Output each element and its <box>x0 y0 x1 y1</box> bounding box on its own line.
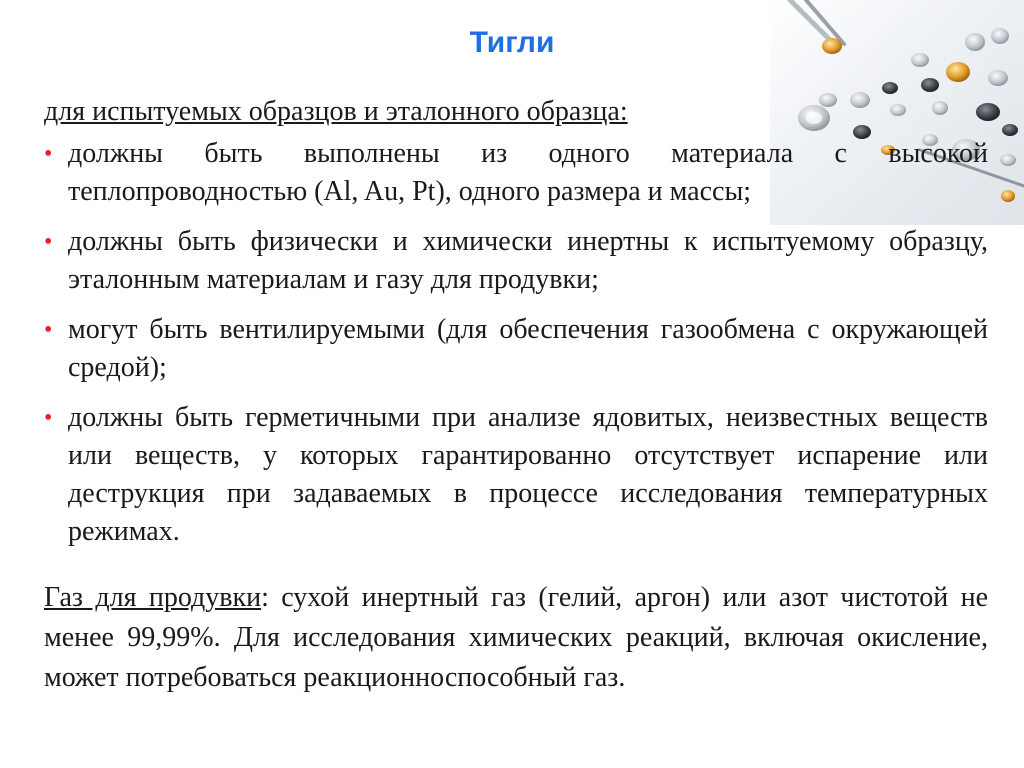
intro-subtitle: для испытуемых образцов и эталонного образца: <box>44 96 628 127</box>
purge-gas-paragraph <box>44 578 988 698</box>
list-item-text: могут быть вентилируемыми (для обеспечения газообмена с окружающей средой); <box>68 314 988 383</box>
list-item <box>44 311 988 387</box>
list-item-text: должны быть герметичными при анализе ядовитых, неизвестных веществ или веществ, у которых гарантированно отсутствует испарение или деструкция при задаваемых в процессе исследования температурных режимах. <box>68 402 988 547</box>
slide-title: Тигли <box>469 26 555 59</box>
bullet-icon: • <box>44 405 53 431</box>
bullet-icon: • <box>44 141 53 167</box>
list-item-text: должны быть физически и химически инертны к испытуемому образцу, эталонным материалам и газу для продувки; <box>68 226 988 295</box>
requirements-list <box>44 135 988 563</box>
list-item <box>44 399 988 551</box>
bullet-icon: • <box>44 229 53 255</box>
purge-gas-label: Газ для продувки <box>44 582 262 613</box>
list-item-text: должны быть выполнены из одного материала с высокой теплопроводностью (Al, Au, Pt), одного размера и массы; <box>68 138 988 207</box>
purge-gas-text: : сухой инертный газ (гелий, аргон) или азот чистотой не менее 99,99%. Для исследования химических реакций, включая окисление, может потребоваться реакционноспособный газ. <box>44 582 988 693</box>
bullet-icon: • <box>44 317 53 343</box>
list-item <box>44 135 988 211</box>
list-item <box>44 223 988 299</box>
